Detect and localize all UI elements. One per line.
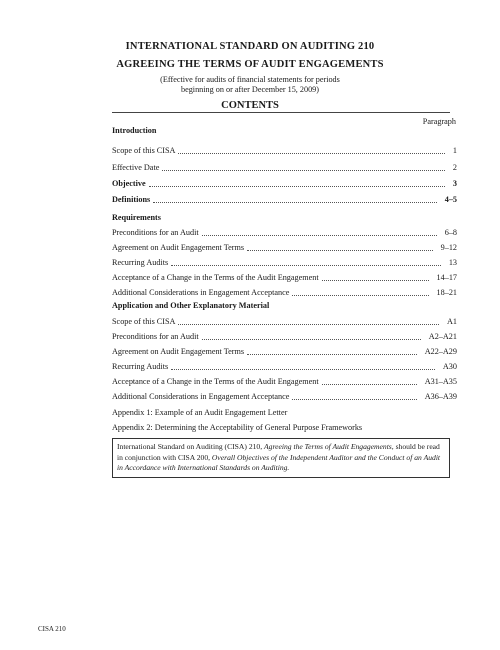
toc-entry-paragraph: A2–A21 [428, 332, 457, 341]
toc-dot-leader [292, 295, 429, 296]
toc-entry [112, 376, 457, 388]
toc-entry-label: Additional Considerations in Engagement Acceptance [112, 392, 290, 401]
toc-dot-leader [162, 170, 445, 171]
toc-dot-leader [292, 399, 417, 400]
toc-entry-label: Preconditions for an Audit [112, 332, 199, 341]
toc-entry-label: Additional Considerations in Engagement Acceptance [112, 288, 290, 297]
toc-entry-paragraph: 2 [452, 163, 457, 172]
toc-dot-leader [171, 369, 435, 370]
toc-entry-paragraph: A36–A39 [424, 392, 457, 401]
toc-dot-leader [247, 250, 433, 251]
toc-entry-label: Recurring Audits [112, 362, 169, 371]
effective-note-line1: (Effective for audits of financial statements for periods [160, 75, 340, 84]
toc-entry-label: Scope of this CISA [112, 146, 176, 155]
note-text-1: International Standard on Auditing (CISA) 210, [117, 442, 265, 451]
toc-dot-leader [202, 235, 437, 236]
toc-entry [112, 300, 457, 312]
toc-entry [112, 227, 457, 239]
toc-dot-leader [153, 202, 437, 203]
toc-entry [112, 422, 457, 434]
toc-entry [112, 346, 457, 358]
toc-entry [112, 145, 457, 157]
toc-entry [112, 178, 457, 190]
toc-dot-leader [322, 384, 417, 385]
paragraph-column-header: Paragraph [422, 117, 456, 126]
note-italic-title-2: Overall Objectives of the Independent Auditor and the Conduct of an Audit in Accordance with International Standards on Auditing. [117, 452, 441, 472]
toc-entry-paragraph: 3 [452, 179, 457, 188]
toc-entry-label: Agreement on Audit Engagement Terms [112, 243, 245, 252]
toc-entry-label: Introduction [112, 126, 157, 135]
toc-entry-paragraph: A31–A35 [424, 377, 457, 386]
toc-entry-paragraph: A1 [446, 317, 457, 326]
page-footer: CISA 210 [38, 625, 66, 633]
toc-entry [112, 287, 457, 299]
toc-entry [112, 331, 457, 343]
toc-entry [112, 257, 457, 269]
toc-dot-leader [178, 153, 445, 154]
toc-entry-label: Scope of this CISA [112, 317, 176, 326]
standard-title: INTERNATIONAL STANDARD ON AUDITING 210 [125, 41, 375, 52]
toc-entry-label: Preconditions for an Audit [112, 228, 199, 237]
toc-entry-label: Acceptance of a Change in the Terms of the Audit Engagement [112, 377, 319, 386]
toc-entry-paragraph: 4–5 [444, 195, 457, 204]
toc-entry-paragraph: 1 [452, 146, 457, 155]
toc-entry [112, 316, 457, 328]
standard-subtitle: AGREEING THE TERMS OF AUDIT ENGAGEMENTS [116, 59, 384, 70]
toc-dot-leader [149, 186, 445, 187]
contents-divider [112, 112, 450, 113]
toc-dot-leader [322, 280, 429, 281]
toc-entry-label: Agreement on Audit Engagement Terms [112, 347, 245, 356]
note-italic-title-1: Agreeing the Terms of Audit Engagements, [264, 442, 394, 451]
toc-entry-label: Appendix 1: Example of an Audit Engagement Letter [112, 408, 288, 417]
toc-entry-label: Recurring Audits [112, 258, 169, 267]
toc-entry-label: Requirements [112, 213, 161, 222]
toc-entry-label: Appendix 2: Determining the Acceptability of General Purpose Frameworks [112, 423, 363, 432]
effective-note-line2: beginning on or after December 15, 2009) [180, 85, 319, 94]
toc-entry [112, 361, 457, 373]
toc-dot-leader [178, 324, 439, 325]
toc-entry [112, 194, 457, 206]
toc-entry-paragraph: 9–12 [440, 243, 457, 252]
toc-entry-label: Application and Other Explanatory Material [112, 301, 270, 310]
toc-entry [112, 391, 457, 403]
toc-entry-paragraph: A22–A29 [424, 347, 457, 356]
reading-note-box [112, 438, 450, 478]
toc-entry-paragraph: 18–21 [436, 288, 457, 297]
toc-entry-label: Definitions [112, 195, 151, 204]
toc-dot-leader [202, 339, 421, 340]
toc-entry [112, 125, 457, 137]
toc-entry-label: Objective [112, 179, 146, 188]
toc-dot-leader [247, 354, 417, 355]
toc-entry-label: Effective Date [112, 163, 160, 172]
contents-heading: CONTENTS [221, 100, 279, 111]
toc-entry [112, 272, 457, 284]
toc-entry [112, 162, 457, 174]
toc-entry-paragraph: 6–8 [444, 228, 457, 237]
note-text-2: should be read in conjunction with CISA 200, [117, 442, 440, 462]
toc-entry [112, 407, 457, 419]
toc-entry-paragraph: 13 [448, 258, 457, 267]
toc-dot-leader [171, 265, 441, 266]
toc-entry-paragraph: 14–17 [436, 273, 457, 282]
toc-entry-paragraph: A30 [442, 362, 457, 371]
toc-entry [112, 242, 457, 254]
toc-entry [112, 212, 457, 224]
toc-entry-label: Acceptance of a Change in the Terms of the Audit Engagement [112, 273, 319, 282]
